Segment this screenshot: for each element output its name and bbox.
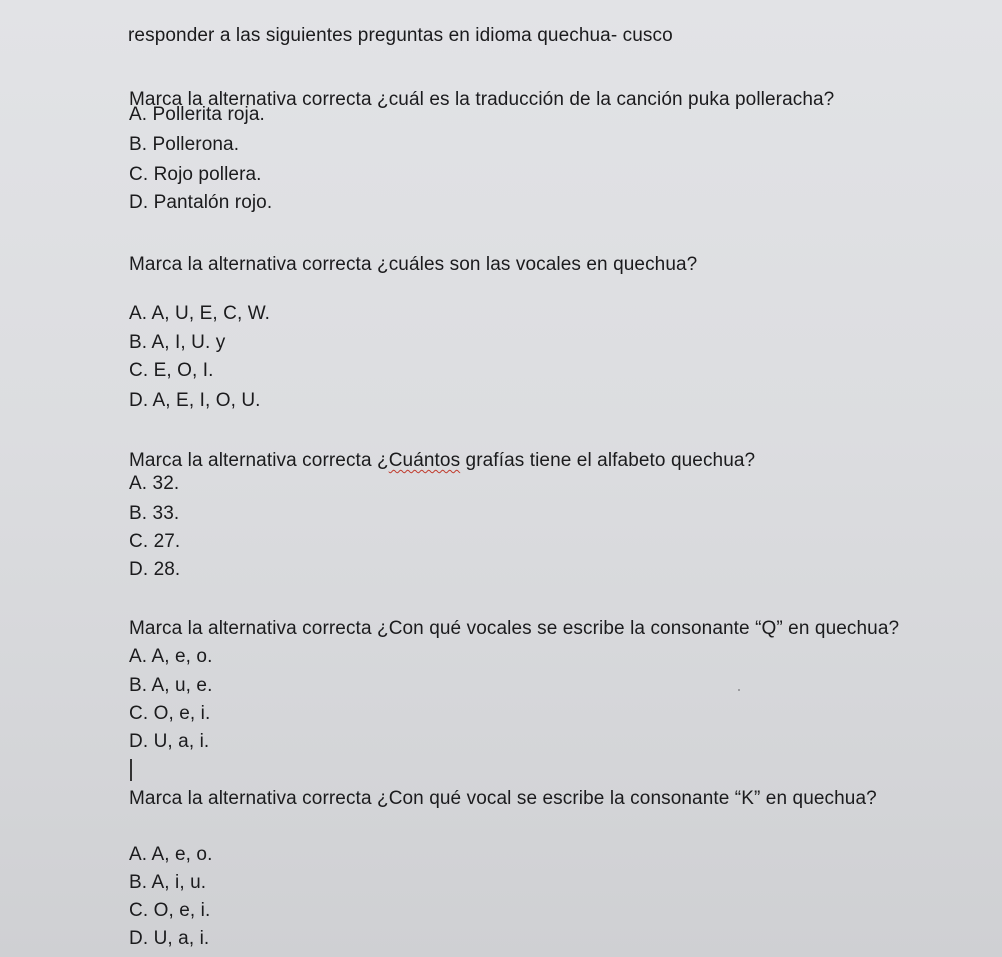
question-3-option-a: A. 32. [129, 473, 180, 494]
question-1-option-d: D. Pantalón rojo. [129, 192, 273, 213]
question-2-option-b: B. A, I, U. y [129, 332, 226, 353]
question-5-option-d: D. U, a, i. [129, 928, 210, 949]
question-3-option-b: B. 33. [129, 503, 180, 524]
question-4-option-d: D. U, a, i. [129, 731, 210, 752]
question-2-prompt: Marca la alternativa correcta ¿cuáles son las vocales en quechua? [129, 254, 698, 275]
question-3-option-d: D. 28. [129, 559, 181, 580]
question-1-option-c: C. Rojo pollera. [129, 164, 262, 185]
question-5-prompt: Marca la alternativa correcta ¿Con qué vocal se escribe la consonante “K” en quechua? [129, 788, 877, 809]
text-cursor [130, 759, 132, 781]
question-3-option-c: C. 27. [129, 531, 181, 552]
question-4-option-a: A. A, e, o. [129, 646, 213, 667]
question-5-option-c: C. O, e, i. [129, 900, 211, 921]
question-5-option-b: B. A, i, u. [129, 872, 207, 893]
spellcheck-flagged-word[interactable]: Cuántos [388, 450, 461, 471]
question-3-prompt-start: Marca la alternativa correcta ¿ [129, 450, 389, 471]
question-5-option-a: A. A, e, o. [129, 844, 213, 865]
question-4-option-c: C. O, e, i. [129, 703, 211, 724]
page-title: responder a las siguientes preguntas en idioma quechua- cusco [128, 25, 673, 46]
question-1-prompt: Marca la alternativa correcta ¿cuál es la traducción de la canción puka polleracha? [129, 89, 835, 110]
question-4-option-b: B. A, u, e. [129, 675, 213, 696]
question-2-option-c: C. E, O, I. [129, 360, 214, 381]
question-2-option-d: D. A, E, I, O, U. [129, 390, 261, 411]
question-2-option-a: A. A, U, E, C, W. [129, 303, 271, 324]
question-3-prompt [129, 450, 755, 472]
question-3-prompt-end: grafías tiene el alfabeto quechua? [460, 450, 756, 471]
question-4-prompt: Marca la alternativa correcta ¿Con qué vocales se escribe la consonante “Q” en quechua? [129, 618, 900, 639]
speck [738, 689, 740, 691]
question-1-option-a: A. Pollerita roja. [129, 104, 265, 125]
question-1-option-b: B. Pollerona. [129, 134, 240, 155]
